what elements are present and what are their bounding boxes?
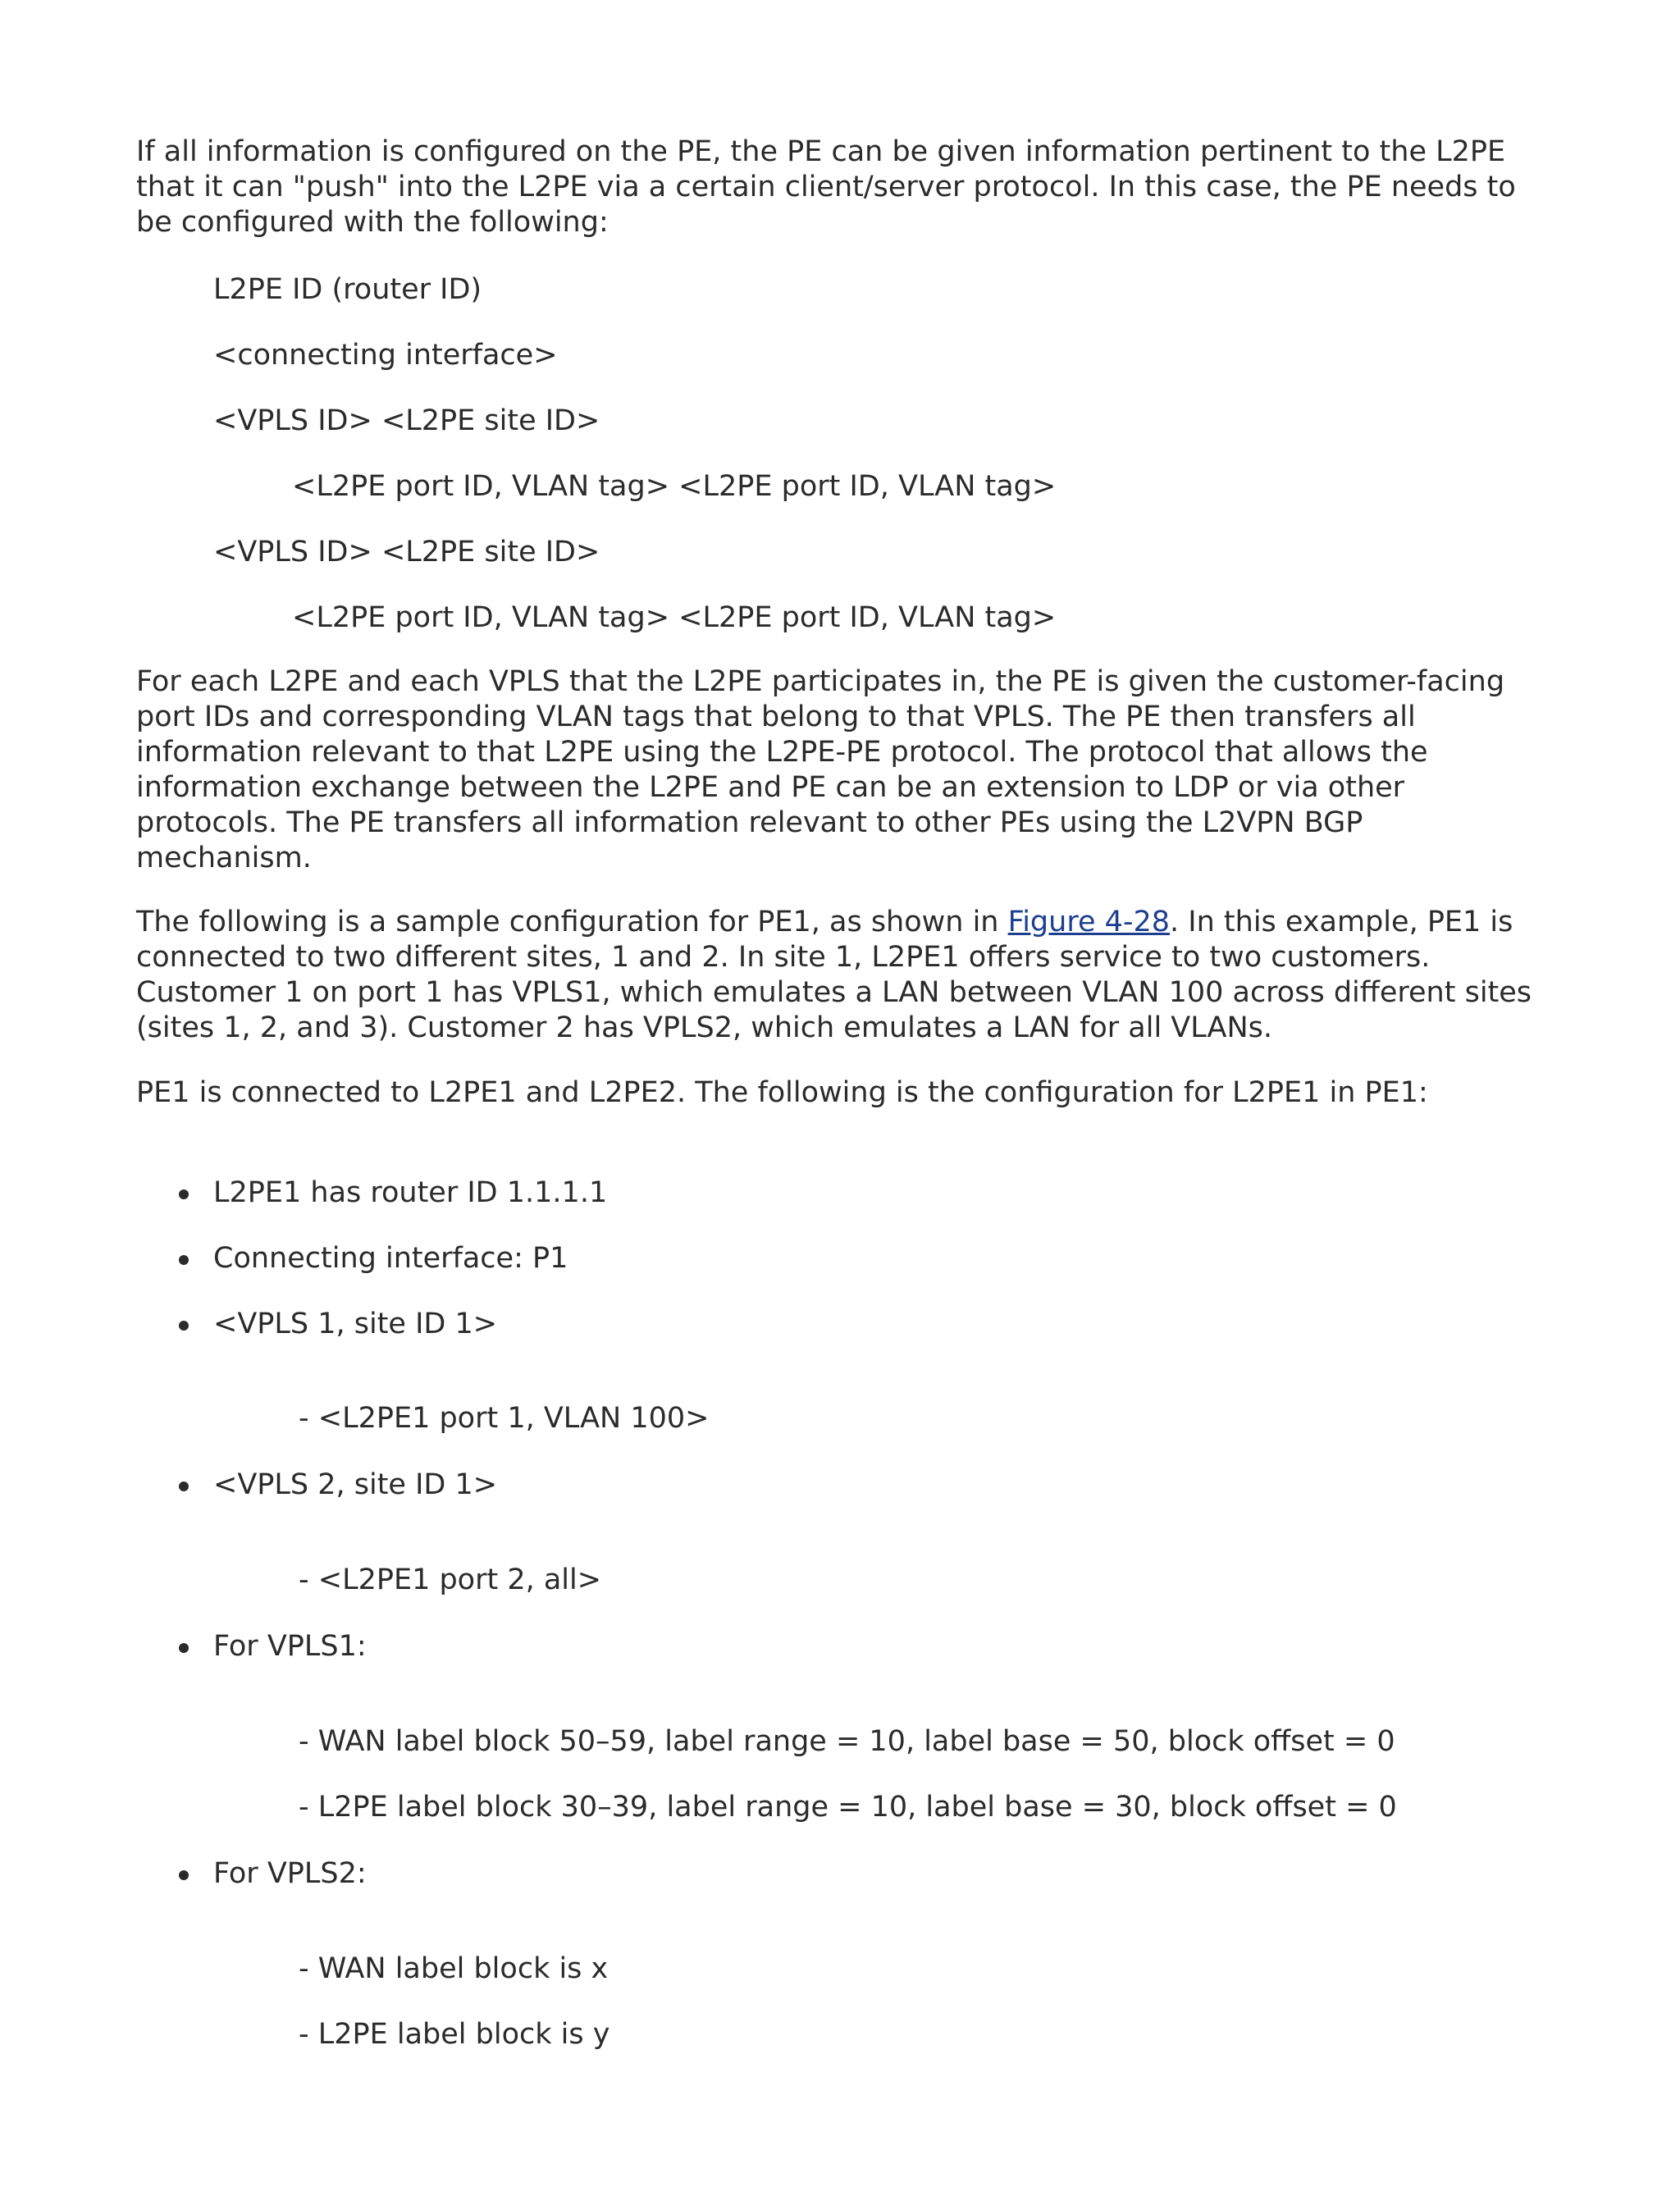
sample-config-paragraph xyxy=(136,905,1547,1046)
bullet-dot xyxy=(179,1870,189,1880)
bullet-vpls1-l2pe-block: - L2PE label block 30–39, label range = 10, label base = 30, block offset = 0 xyxy=(299,1791,1397,1824)
bullet-router-id: L2PE1 has router ID 1.1.1.1 xyxy=(213,1176,608,1209)
pe1-connected-paragraph: PE1 is connected to L2PE1 and L2PE2. The following is the configuration for L2PE1 in PE1: xyxy=(136,1076,1428,1109)
sample-text-after-link: . In this example, PE1 is connected to two different sites, 1 and 2. In site 1, L2PE1 offers service to two customers. Customer 1 on port 1 has VPLS1, which emulates a LAN between VLAN 100 across different sites (sites 1, 2, and 3). Customer 2 has VPLS2, which emulates a LAN for all VLANs. xyxy=(136,906,1532,1044)
sample-text-before-link: The following is a sample configuration for PE1, as shown in xyxy=(136,906,1008,938)
intro-paragraph: If all information is configured on the PE, the PE can be given information pertinent to the L2PE that it can "push" into the L2PE via a certain client/server protocol. In this case, the PE needs to be configured with the following: xyxy=(136,135,1516,239)
bullet-for-vpls1: For VPLS1: xyxy=(213,1630,367,1663)
bullet-dot xyxy=(179,1321,189,1331)
config-router-id: L2PE ID (router ID) xyxy=(213,273,482,306)
config-ports-line-2: <L2PE port ID, VLAN tag> <L2PE port ID, VLAN tag> xyxy=(292,601,1057,634)
bullet-dot xyxy=(179,1643,189,1653)
bullet-vpls-1-port: - <L2PE1 port 1, VLAN 100> xyxy=(299,1402,710,1435)
bullet-vpls-2: <VPLS 2, site ID 1> xyxy=(213,1468,498,1501)
bullet-vpls-1: <VPLS 1, site ID 1> xyxy=(213,1308,498,1340)
bullet-dot xyxy=(179,1255,189,1265)
bullet-connecting-interface: Connecting interface: P1 xyxy=(213,1242,568,1275)
bullet-vpls2-wan-block: - WAN label block is x xyxy=(299,1952,609,1985)
each-l2pe-paragraph: For each L2PE and each VPLS that the L2PE participates in, the PE is given the customer-facing port IDs and corresponding VLAN tags that belong to that VPLS. The PE then transfers all information relevant to that L2PE using the L2PE-PE protocol. The protocol that allows the information exchange between the L2PE and PE can be an extension to LDP or via other protocols. The PE transfers all information relevant to other PEs using the L2VPN BGP mechanism. xyxy=(136,665,1505,874)
bullet-for-vpls2: For VPLS2: xyxy=(213,1857,367,1890)
config-interface: <connecting interface> xyxy=(213,339,558,372)
bullet-vpls2-l2pe-block: - L2PE label block is y xyxy=(299,2018,610,2051)
bullet-dot xyxy=(179,1189,189,1199)
config-vpls-line-1: <VPLS ID> <L2PE site ID> xyxy=(213,404,600,437)
config-vpls-line-2: <VPLS ID> <L2PE site ID> xyxy=(213,536,600,568)
bullet-dot xyxy=(179,1481,189,1491)
bullet-vpls-2-port: - <L2PE1 port 2, all> xyxy=(299,1564,602,1596)
bullet-vpls1-wan-block: - WAN label block 50–59, label range = 10, label base = 50, block offset = 0 xyxy=(299,1725,1395,1758)
config-ports-line-1: <L2PE port ID, VLAN tag> <L2PE port ID, VLAN tag> xyxy=(292,470,1057,503)
figure-4-28-link[interactable]: Figure 4-28 xyxy=(1007,906,1171,938)
